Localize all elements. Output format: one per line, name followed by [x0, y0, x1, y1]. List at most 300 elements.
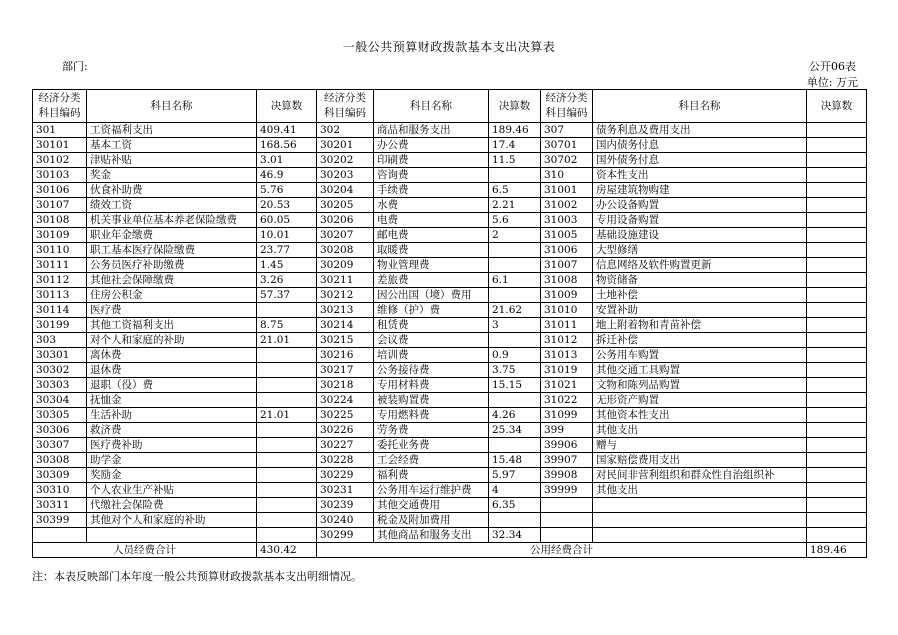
subject-name-cell: 电费 — [374, 213, 489, 228]
amount-cell — [257, 483, 317, 498]
amount-cell: 32.34 — [489, 528, 541, 543]
amount-cell — [257, 423, 317, 438]
econ-code-cell: 30301 — [33, 348, 87, 363]
amount-cell: 4 — [489, 483, 541, 498]
amount-cell — [807, 513, 867, 528]
subject-name-cell: 其他工资福利支出 — [87, 318, 257, 333]
header-subject-name: 科目名称 — [87, 90, 257, 123]
amount-cell — [807, 258, 867, 273]
econ-code-cell: 31007 — [541, 258, 593, 273]
subject-name-cell: 奖金 — [87, 168, 257, 183]
amount-cell: 2 — [489, 228, 541, 243]
econ-code-cell: 30206 — [317, 213, 374, 228]
subject-name-cell: 文物和陈列品购置 — [593, 378, 807, 393]
amount-cell — [257, 513, 317, 528]
subject-name-cell: 其他社会保障缴费 — [87, 273, 257, 288]
econ-code-cell: 30108 — [33, 213, 87, 228]
subject-name-cell: 其他支出 — [593, 483, 807, 498]
amount-cell — [807, 228, 867, 243]
subject-name-cell: 工会经费 — [374, 453, 489, 468]
table-row — [33, 138, 867, 153]
subject-name-cell: 职工基本医疗保险缴费 — [87, 243, 257, 258]
amount-cell: 10.01 — [257, 228, 317, 243]
amount-cell: 5.76 — [257, 183, 317, 198]
table-row — [33, 528, 867, 543]
amount-cell — [257, 438, 317, 453]
econ-code-cell: 30203 — [317, 168, 374, 183]
table-row — [33, 303, 867, 318]
econ-code-cell: 30110 — [33, 243, 87, 258]
subject-name-cell: 大型修缮 — [593, 243, 807, 258]
subject-name-cell: 其他交通费用 — [374, 498, 489, 513]
econ-code-cell: 30303 — [33, 378, 87, 393]
table-row — [33, 183, 867, 198]
econ-code-cell: 30216 — [317, 348, 374, 363]
subject-name-cell: 职业年金缴费 — [87, 228, 257, 243]
subject-name-cell: 国内债务付息 — [593, 138, 807, 153]
subject-name-cell: 退职（役）费 — [87, 378, 257, 393]
personnel-total-label: 人员经费合计 — [33, 543, 257, 558]
subject-name-cell: 住房公积金 — [87, 288, 257, 303]
amount-cell — [807, 213, 867, 228]
subject-name-cell: 津贴补贴 — [87, 153, 257, 168]
table-row — [33, 168, 867, 183]
amount-cell: 3.75 — [489, 363, 541, 378]
amount-cell: 17.4 — [489, 138, 541, 153]
table-header-row — [33, 90, 867, 123]
footnote: 注：本表反映部门本年度一般公共预算财政拨款基本支出明细情况。 — [32, 570, 362, 583]
amount-cell — [257, 393, 317, 408]
table-row — [33, 123, 867, 138]
amount-cell: 20.53 — [257, 198, 317, 213]
subject-name-cell: 助学金 — [87, 453, 257, 468]
amount-cell — [807, 363, 867, 378]
econ-code-cell — [33, 528, 87, 543]
econ-code-cell: 307 — [541, 123, 593, 138]
amount-cell: 3.01 — [257, 153, 317, 168]
table-row — [33, 378, 867, 393]
amount-cell — [807, 273, 867, 288]
subject-name-cell: 拆迁补偿 — [593, 333, 807, 348]
econ-code-cell: 30299 — [317, 528, 374, 543]
table-row — [33, 408, 867, 423]
table-row — [33, 513, 867, 528]
header-econ-code: 经济分类科目编码 — [33, 90, 87, 123]
amount-cell: 1.45 — [257, 258, 317, 273]
subject-name-cell: 代缴社会保险费 — [87, 498, 257, 513]
subject-name-cell: 资本性支出 — [593, 168, 807, 183]
amount-cell: 57.37 — [257, 288, 317, 303]
form-number: 公开06表 — [809, 60, 856, 73]
amount-cell — [807, 303, 867, 318]
econ-code-cell: 30231 — [317, 483, 374, 498]
econ-code-cell — [541, 528, 593, 543]
econ-code-cell: 30701 — [541, 138, 593, 153]
subject-name-cell: 办公费 — [374, 138, 489, 153]
amount-cell: 21.62 — [489, 303, 541, 318]
public-total-value: 189.46 — [807, 543, 867, 558]
subject-name-cell — [593, 528, 807, 543]
econ-code-cell: 31005 — [541, 228, 593, 243]
amount-cell: 15.15 — [489, 378, 541, 393]
amount-cell: 5.6 — [489, 213, 541, 228]
amount-cell: 4.26 — [489, 408, 541, 423]
subject-name-cell: 专用材料费 — [374, 378, 489, 393]
table-row — [33, 273, 867, 288]
amount-cell: 25.34 — [489, 423, 541, 438]
amount-cell — [807, 498, 867, 513]
amount-cell: 3 — [489, 318, 541, 333]
amount-cell: 11.5 — [489, 153, 541, 168]
subject-name-cell: 会议费 — [374, 333, 489, 348]
report-title: 一般公共预算财政拨款基本支出决算表 — [342, 40, 556, 54]
subject-name-cell: 公务员医疗补助缴费 — [87, 258, 257, 273]
subject-name-cell: 咨询费 — [374, 168, 489, 183]
header-amount: 决算数 — [257, 90, 317, 123]
econ-code-cell: 30224 — [317, 393, 374, 408]
subject-name-cell: 商品和服务支出 — [374, 123, 489, 138]
econ-code-cell: 30304 — [33, 393, 87, 408]
subject-name-cell: 其他商品和服务支出 — [374, 528, 489, 543]
amount-cell — [807, 378, 867, 393]
econ-code-cell: 30109 — [33, 228, 87, 243]
amount-cell — [257, 363, 317, 378]
table-row — [33, 468, 867, 483]
amount-cell — [807, 243, 867, 258]
subject-name-cell: 机关事业单位基本养老保险缴费 — [87, 213, 257, 228]
econ-code-cell: 39906 — [541, 438, 593, 453]
econ-code-cell: 30215 — [317, 333, 374, 348]
subject-name-cell: 医疗费补助 — [87, 438, 257, 453]
subject-name-cell: 赠与 — [593, 438, 807, 453]
subject-name-cell: 生活补助 — [87, 408, 257, 423]
subject-name-cell: 其他对个人和家庭的补助 — [87, 513, 257, 528]
amount-cell: 6.1 — [489, 273, 541, 288]
subject-name-cell: 物业管理费 — [374, 258, 489, 273]
subject-name-cell: 地上附着物和青苗补偿 — [593, 318, 807, 333]
econ-code-cell: 302 — [317, 123, 374, 138]
subject-name-cell: 工资福利支出 — [87, 123, 257, 138]
public-total-label: 公用经费合计 — [317, 543, 807, 558]
econ-code-cell: 310 — [541, 168, 593, 183]
subject-name-cell: 因公出国（境）费用 — [374, 288, 489, 303]
amount-cell: 0.9 — [489, 348, 541, 363]
econ-code-cell: 30311 — [33, 498, 87, 513]
econ-code-cell: 30226 — [317, 423, 374, 438]
table-row — [33, 318, 867, 333]
econ-code-cell: 30114 — [33, 303, 87, 318]
subject-name-cell — [87, 528, 257, 543]
amount-cell — [257, 453, 317, 468]
econ-code-cell — [541, 513, 593, 528]
header-subject-name: 科目名称 — [374, 90, 489, 123]
econ-code-cell: 301 — [33, 123, 87, 138]
econ-code-cell: 31010 — [541, 303, 593, 318]
econ-code-cell: 30207 — [317, 228, 374, 243]
amount-cell — [489, 333, 541, 348]
subject-name-cell: 专用设备购置 — [593, 213, 807, 228]
subject-name-cell: 无形资产购置 — [593, 393, 807, 408]
amount-cell: 6.35 — [489, 498, 541, 513]
subject-name-cell: 其他支出 — [593, 423, 807, 438]
econ-code-cell: 30217 — [317, 363, 374, 378]
amount-cell — [807, 168, 867, 183]
subject-name-cell: 办公设备购置 — [593, 198, 807, 213]
econ-code-cell: 31012 — [541, 333, 593, 348]
subject-name-cell: 税金及附加费用 — [374, 513, 489, 528]
subject-name-cell: 对个人和家庭的补助 — [87, 333, 257, 348]
econ-code-cell: 30399 — [33, 513, 87, 528]
amount-cell — [807, 408, 867, 423]
amount-cell: 8.75 — [257, 318, 317, 333]
econ-code-cell: 31019 — [541, 363, 593, 378]
table-row — [33, 348, 867, 363]
amount-cell — [807, 453, 867, 468]
table-row — [33, 213, 867, 228]
amount-cell — [257, 468, 317, 483]
subject-name-cell: 邮电费 — [374, 228, 489, 243]
econ-code-cell: 30213 — [317, 303, 374, 318]
econ-code-cell: 30307 — [33, 438, 87, 453]
econ-code-cell: 31003 — [541, 213, 593, 228]
subject-name-cell: 专用燃料费 — [374, 408, 489, 423]
amount-cell: 6.5 — [489, 183, 541, 198]
subject-name-cell: 离休费 — [87, 348, 257, 363]
amount-cell — [807, 138, 867, 153]
subject-name-cell: 房屋建筑物购建 — [593, 183, 807, 198]
econ-code-cell: 30112 — [33, 273, 87, 288]
amount-cell — [489, 393, 541, 408]
amount-cell — [257, 348, 317, 363]
subject-name-cell: 租赁费 — [374, 318, 489, 333]
amount-cell — [489, 513, 541, 528]
econ-code-cell: 30205 — [317, 198, 374, 213]
subject-name-cell: 其他交通工具购置 — [593, 363, 807, 378]
amount-cell — [489, 168, 541, 183]
econ-code-cell: 30239 — [317, 498, 374, 513]
econ-code-cell: 30308 — [33, 453, 87, 468]
subject-name-cell: 救济费 — [87, 423, 257, 438]
econ-code-cell: 31009 — [541, 288, 593, 303]
amount-cell — [807, 423, 867, 438]
econ-code-cell: 30229 — [317, 468, 374, 483]
amount-cell — [489, 288, 541, 303]
subject-name-cell: 绩效工资 — [87, 198, 257, 213]
header-econ-code: 经济分类科目编码 — [317, 90, 374, 123]
table-row — [33, 363, 867, 378]
econ-code-cell: 30208 — [317, 243, 374, 258]
econ-code-cell: 30209 — [317, 258, 374, 273]
subject-name-cell: 印刷费 — [374, 153, 489, 168]
econ-code-cell: 30111 — [33, 258, 87, 273]
header-econ-code: 经济分类科目编码 — [541, 90, 593, 123]
econ-code-cell: 39999 — [541, 483, 593, 498]
econ-code-cell: 30227 — [317, 438, 374, 453]
econ-code-cell: 30202 — [317, 153, 374, 168]
subject-name-cell: 公务用车运行维护费 — [374, 483, 489, 498]
totals-row — [33, 543, 867, 558]
subject-name-cell: 土地补偿 — [593, 288, 807, 303]
amount-cell: 23.77 — [257, 243, 317, 258]
amount-cell: 189.46 — [489, 123, 541, 138]
econ-code-cell: 30113 — [33, 288, 87, 303]
subject-name-cell: 基础设施建设 — [593, 228, 807, 243]
table-row — [33, 423, 867, 438]
amount-cell — [807, 348, 867, 363]
table-row — [33, 393, 867, 408]
econ-code-cell: 30204 — [317, 183, 374, 198]
subject-name-cell: 其他资本性支出 — [593, 408, 807, 423]
amount-cell — [489, 243, 541, 258]
subject-name-cell: 水费 — [374, 198, 489, 213]
table-row — [33, 333, 867, 348]
econ-code-cell: 30228 — [317, 453, 374, 468]
amount-cell: 5.97 — [489, 468, 541, 483]
amount-cell — [489, 258, 541, 273]
subject-name-cell — [593, 498, 807, 513]
amount-cell: 60.05 — [257, 213, 317, 228]
amount-cell — [489, 438, 541, 453]
econ-code-cell: 39908 — [541, 468, 593, 483]
amount-cell: 46.9 — [257, 168, 317, 183]
subject-name-cell: 劳务费 — [374, 423, 489, 438]
amount-cell — [807, 198, 867, 213]
table-row — [33, 258, 867, 273]
econ-code-cell: 31022 — [541, 393, 593, 408]
amount-cell — [807, 318, 867, 333]
header-subject-name: 科目名称 — [593, 90, 807, 123]
amount-cell — [807, 438, 867, 453]
econ-code-cell: 30310 — [33, 483, 87, 498]
subject-name-cell — [593, 513, 807, 528]
table-row — [33, 198, 867, 213]
amount-cell — [257, 528, 317, 543]
amount-cell: 21.01 — [257, 408, 317, 423]
econ-code-cell: 31001 — [541, 183, 593, 198]
subject-name-cell: 个人农业生产补贴 — [87, 483, 257, 498]
subject-name-cell: 差旅费 — [374, 273, 489, 288]
table-row — [33, 153, 867, 168]
amount-cell — [807, 153, 867, 168]
subject-name-cell: 信息网络及软件购置更新 — [593, 258, 807, 273]
subject-name-cell: 奖励金 — [87, 468, 257, 483]
subject-name-cell: 基本工资 — [87, 138, 257, 153]
econ-code-cell: 31008 — [541, 273, 593, 288]
econ-code-cell: 30101 — [33, 138, 87, 153]
econ-code-cell: 399 — [541, 423, 593, 438]
subject-name-cell: 债务利息及费用支出 — [593, 123, 807, 138]
amount-cell — [807, 333, 867, 348]
table-row — [33, 438, 867, 453]
table-body — [33, 123, 867, 543]
subject-name-cell: 被装购置费 — [374, 393, 489, 408]
econ-code-cell: 30225 — [317, 408, 374, 423]
table-row — [33, 243, 867, 258]
amount-cell — [257, 378, 317, 393]
subject-name-cell: 手续费 — [374, 183, 489, 198]
amount-cell: 3.26 — [257, 273, 317, 288]
table-row — [33, 453, 867, 468]
amount-cell — [807, 468, 867, 483]
subject-name-cell: 委托业务费 — [374, 438, 489, 453]
subject-name-cell: 取暖费 — [374, 243, 489, 258]
subject-name-cell: 伙食补助费 — [87, 183, 257, 198]
department-label: 部门: — [62, 60, 88, 73]
econ-code-cell: 30302 — [33, 363, 87, 378]
amount-cell: 15.48 — [489, 453, 541, 468]
econ-code-cell: 31011 — [541, 318, 593, 333]
expenditure-table — [32, 89, 867, 558]
econ-code-cell: 30106 — [33, 183, 87, 198]
amount-cell — [807, 123, 867, 138]
subject-name-cell: 对民间非营利组织和群众性自治组织补 — [593, 468, 807, 483]
econ-code-cell: 30240 — [317, 513, 374, 528]
subject-name-cell: 公务用车购置 — [593, 348, 807, 363]
amount-cell — [257, 498, 317, 513]
table-row — [33, 483, 867, 498]
subject-name-cell: 物资储备 — [593, 273, 807, 288]
econ-code-cell: 30103 — [33, 168, 87, 183]
table-row — [33, 228, 867, 243]
amount-cell — [807, 288, 867, 303]
econ-code-cell: 30305 — [33, 408, 87, 423]
econ-code-cell: 39907 — [541, 453, 593, 468]
amount-cell — [257, 303, 317, 318]
amount-cell: 21.01 — [257, 333, 317, 348]
subject-name-cell: 安置补助 — [593, 303, 807, 318]
econ-code-cell: 30218 — [317, 378, 374, 393]
econ-code-cell — [541, 498, 593, 513]
table-row — [33, 288, 867, 303]
subject-name-cell: 抚恤金 — [87, 393, 257, 408]
econ-code-cell: 31013 — [541, 348, 593, 363]
amount-cell — [807, 393, 867, 408]
unit-label: 单位: 万元 — [806, 76, 858, 89]
subject-name-cell: 国家赔偿费用支出 — [593, 453, 807, 468]
personnel-total-value: 430.42 — [257, 543, 317, 558]
subject-name-cell: 医疗费 — [87, 303, 257, 318]
econ-code-cell: 30201 — [317, 138, 374, 153]
subject-name-cell: 维修（护）费 — [374, 303, 489, 318]
econ-code-cell: 30309 — [33, 468, 87, 483]
econ-code-cell: 30102 — [33, 153, 87, 168]
amount-cell — [807, 528, 867, 543]
header-amount: 决算数 — [489, 90, 541, 123]
amount-cell — [807, 183, 867, 198]
subject-name-cell: 福利费 — [374, 468, 489, 483]
subject-name-cell: 国外债务付息 — [593, 153, 807, 168]
econ-code-cell: 31021 — [541, 378, 593, 393]
econ-code-cell: 30199 — [33, 318, 87, 333]
header-amount: 决算数 — [807, 90, 867, 123]
econ-code-cell: 31099 — [541, 408, 593, 423]
subject-name-cell: 退休费 — [87, 363, 257, 378]
subject-name-cell: 培训费 — [374, 348, 489, 363]
table-row — [33, 498, 867, 513]
econ-code-cell: 31006 — [541, 243, 593, 258]
amount-cell — [807, 483, 867, 498]
amount-cell: 168.56 — [257, 138, 317, 153]
econ-code-cell: 303 — [33, 333, 87, 348]
econ-code-cell: 30702 — [541, 153, 593, 168]
econ-code-cell: 30214 — [317, 318, 374, 333]
econ-code-cell: 30211 — [317, 273, 374, 288]
econ-code-cell: 31002 — [541, 198, 593, 213]
econ-code-cell: 30212 — [317, 288, 374, 303]
econ-code-cell: 30306 — [33, 423, 87, 438]
amount-cell: 2.21 — [489, 198, 541, 213]
subject-name-cell: 公务接待费 — [374, 363, 489, 378]
